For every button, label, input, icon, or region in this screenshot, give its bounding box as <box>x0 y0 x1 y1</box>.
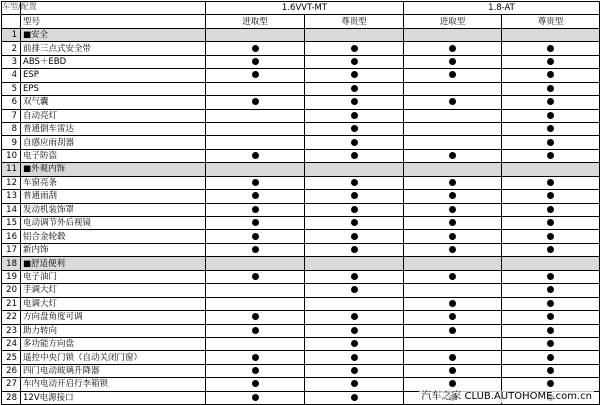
row-number: 28 <box>2 391 21 404</box>
included-dot-icon <box>547 125 554 132</box>
feature-name: 电子防盗 <box>21 149 206 162</box>
included-dot-icon <box>351 340 358 347</box>
feature-name: 助力转向 <box>21 324 206 337</box>
included-dot-icon <box>449 327 456 334</box>
feature-cell <box>305 217 404 230</box>
feature-cell <box>305 364 404 377</box>
table-row <box>2 42 600 55</box>
feature-cell <box>305 311 404 324</box>
feature-cell <box>206 28 305 41</box>
row-number: 12 <box>2 176 21 189</box>
row-number: 10 <box>2 149 21 162</box>
feature-cell <box>206 230 305 243</box>
feature-cell <box>305 270 404 283</box>
feature-cell <box>206 109 305 122</box>
row-number: 17 <box>2 243 21 256</box>
feature-cell <box>502 337 600 350</box>
row-number: 11 <box>2 163 21 176</box>
included-dot-icon <box>351 58 358 65</box>
included-dot-icon <box>351 98 358 105</box>
feature-cell <box>502 257 600 270</box>
feature-cell <box>206 190 305 203</box>
feature-cell <box>206 297 305 310</box>
included-dot-icon <box>547 367 554 374</box>
included-dot-icon <box>547 273 554 280</box>
row-number: 25 <box>2 351 21 364</box>
feature-name: 前排三点式安全带 <box>21 42 206 55</box>
included-dot-icon <box>449 206 456 213</box>
feature-cell <box>502 163 600 176</box>
feature-cell <box>305 109 404 122</box>
included-dot-icon <box>547 139 554 146</box>
feature-name: 普通倒车雷达 <box>21 122 206 135</box>
feature-cell <box>305 55 404 68</box>
table-row <box>2 122 600 135</box>
feature-name: 电子油门 <box>21 270 206 283</box>
table-row <box>2 217 600 230</box>
included-dot-icon <box>351 286 358 293</box>
feature-cell <box>502 176 600 189</box>
feature-name: 双气囊 <box>21 96 206 109</box>
feature-name: EPS <box>21 82 206 95</box>
feature-cell <box>404 324 502 337</box>
included-dot-icon <box>547 327 554 334</box>
feature-name: 电调大灯 <box>21 297 206 310</box>
feature-cell <box>502 96 600 109</box>
feature-cell <box>502 324 600 337</box>
table-row <box>2 284 600 297</box>
row-number: 1 <box>2 28 21 41</box>
included-dot-icon <box>547 246 554 253</box>
feature-cell <box>206 257 305 270</box>
included-dot-icon <box>351 313 358 320</box>
table-row <box>2 176 600 189</box>
included-dot-icon <box>351 125 358 132</box>
row-number: 9 <box>2 136 21 149</box>
included-dot-icon <box>351 380 358 387</box>
included-dot-icon <box>547 112 554 119</box>
section-row <box>2 28 600 41</box>
feature-cell <box>206 324 305 337</box>
included-dot-icon <box>252 192 259 199</box>
feature-cell <box>404 190 502 203</box>
feature-cell <box>305 190 404 203</box>
feature-cell <box>206 55 305 68</box>
included-dot-icon <box>547 85 554 92</box>
included-dot-icon <box>547 286 554 293</box>
section-title: ■舒适便利 <box>21 257 206 270</box>
table-row <box>2 149 600 162</box>
trim-header: 尊贵型 <box>305 15 404 28</box>
included-dot-icon <box>547 152 554 159</box>
feature-cell <box>305 378 404 391</box>
feature-cell <box>305 42 404 55</box>
feature-cell <box>305 284 404 297</box>
feature-cell <box>404 28 502 41</box>
row-number: 7 <box>2 109 21 122</box>
feature-cell <box>305 163 404 176</box>
feature-cell <box>502 42 600 55</box>
feature-name: ABS＋EBD <box>21 55 206 68</box>
feature-cell <box>502 69 600 82</box>
feature-cell <box>502 351 600 364</box>
feature-cell <box>404 136 502 149</box>
feature-cell <box>305 149 404 162</box>
feature-cell <box>206 378 305 391</box>
feature-cell <box>404 378 502 391</box>
feature-cell <box>404 149 502 162</box>
included-dot-icon <box>547 219 554 226</box>
table-row <box>2 96 600 109</box>
feature-cell <box>305 176 404 189</box>
trim-header: 进取型 <box>404 15 502 28</box>
feature-cell <box>305 257 404 270</box>
included-dot-icon <box>449 179 456 186</box>
row-number: 4 <box>2 69 21 82</box>
feature-cell <box>305 69 404 82</box>
included-dot-icon <box>351 246 358 253</box>
included-dot-icon <box>351 85 358 92</box>
section-title: ■外观内饰 <box>21 163 206 176</box>
included-dot-icon <box>351 152 358 159</box>
row-number: 3 <box>2 55 21 68</box>
section-row <box>2 163 600 176</box>
table-row <box>2 230 600 243</box>
row-number: 14 <box>2 203 21 216</box>
feature-cell <box>206 163 305 176</box>
row-number: 21 <box>2 297 21 310</box>
row-number: 19 <box>2 270 21 283</box>
feature-name: 普通雨刮 <box>21 190 206 203</box>
included-dot-icon <box>547 300 554 307</box>
feature-cell <box>305 324 404 337</box>
feature-cell <box>206 149 305 162</box>
included-dot-icon <box>252 58 259 65</box>
included-dot-icon <box>252 179 259 186</box>
included-dot-icon <box>449 152 456 159</box>
row-number: 16 <box>2 230 21 243</box>
table-row <box>2 324 600 337</box>
included-dot-icon <box>252 152 259 159</box>
row-number: 2 <box>2 42 21 55</box>
table-row <box>2 190 600 203</box>
feature-cell <box>404 163 502 176</box>
included-dot-icon <box>449 45 456 52</box>
included-dot-icon <box>547 340 554 347</box>
feature-cell <box>404 122 502 135</box>
feature-cell <box>206 176 305 189</box>
feature-cell <box>502 311 600 324</box>
included-dot-icon <box>252 233 259 240</box>
included-dot-icon <box>252 313 259 320</box>
feature-cell <box>404 109 502 122</box>
feature-name: 车窗亮条 <box>21 176 206 189</box>
feature-cell <box>305 28 404 41</box>
feature-cell <box>404 364 502 377</box>
included-dot-icon <box>449 380 456 387</box>
included-dot-icon <box>351 233 358 240</box>
feature-cell <box>404 82 502 95</box>
feature-name: 车内电动开启行李箱锁 <box>21 378 206 391</box>
feature-name: 电动调节外后视镜 <box>21 217 206 230</box>
feature-cell <box>206 42 305 55</box>
table-row <box>2 297 600 310</box>
feature-cell <box>502 284 600 297</box>
row-number: 22 <box>2 311 21 324</box>
trim-header: 进取型 <box>206 15 305 28</box>
included-dot-icon <box>252 71 259 78</box>
corner-label: 车型/配置 <box>2 2 37 11</box>
header-blank-name <box>21 2 206 15</box>
table-row <box>2 311 600 324</box>
feature-cell <box>305 203 404 216</box>
section-row <box>2 257 600 270</box>
feature-cell <box>206 203 305 216</box>
included-dot-icon <box>351 71 358 78</box>
feature-cell <box>305 391 404 404</box>
spec-table-body <box>2 2 600 405</box>
table-row <box>2 55 600 68</box>
included-dot-icon <box>351 206 358 213</box>
feature-cell <box>305 297 404 310</box>
row-number: 13 <box>2 190 21 203</box>
included-dot-icon <box>252 219 259 226</box>
included-dot-icon <box>547 380 554 387</box>
feature-cell <box>404 217 502 230</box>
feature-cell <box>502 364 600 377</box>
table-row <box>2 378 600 391</box>
included-dot-icon <box>449 313 456 320</box>
feature-cell <box>404 257 502 270</box>
feature-cell <box>206 351 305 364</box>
feature-cell <box>206 136 305 149</box>
feature-cell <box>404 55 502 68</box>
included-dot-icon <box>252 354 259 361</box>
included-dot-icon <box>351 327 358 334</box>
feature-name: ESP <box>21 69 206 82</box>
feature-cell <box>305 122 404 135</box>
feature-name: 四门电动玻璃升降器 <box>21 364 206 377</box>
row-number: 6 <box>2 96 21 109</box>
feature-cell <box>206 364 305 377</box>
feature-cell <box>404 297 502 310</box>
row-number: 23 <box>2 324 21 337</box>
feature-cell <box>404 69 502 82</box>
included-dot-icon <box>252 98 259 105</box>
table-row <box>2 203 600 216</box>
feature-name: 新内饰 <box>21 243 206 256</box>
feature-name: 方向盘角度可调 <box>21 311 206 324</box>
feature-cell <box>206 311 305 324</box>
feature-name: 12V电源接口 <box>21 391 206 404</box>
feature-cell <box>206 270 305 283</box>
feature-cell <box>404 270 502 283</box>
included-dot-icon <box>547 354 554 361</box>
watermark: 汽车之家 CLUB.AUTOHOME.com.cn <box>421 391 592 402</box>
feature-cell <box>305 136 404 149</box>
included-dot-icon <box>547 45 554 52</box>
feature-cell <box>305 230 404 243</box>
feature-cell <box>404 243 502 256</box>
included-dot-icon <box>449 367 456 374</box>
table-row <box>2 82 600 95</box>
included-dot-icon <box>252 394 259 401</box>
feature-cell <box>404 337 502 350</box>
feature-cell <box>502 28 600 41</box>
table-row <box>2 351 600 364</box>
feature-cell <box>404 42 502 55</box>
feature-name: 多功能方向盘 <box>21 337 206 350</box>
feature-cell <box>404 351 502 364</box>
table-row <box>2 109 600 122</box>
spec-table <box>1 1 600 405</box>
included-dot-icon <box>449 98 456 105</box>
feature-cell <box>502 122 600 135</box>
included-dot-icon <box>351 45 358 52</box>
feature-cell <box>502 297 600 310</box>
feature-name: 手调大灯 <box>21 284 206 297</box>
included-dot-icon <box>449 246 456 253</box>
included-dot-icon <box>449 71 456 78</box>
feature-cell <box>502 230 600 243</box>
included-dot-icon <box>547 313 554 320</box>
feature-cell <box>502 190 600 203</box>
feature-cell <box>305 351 404 364</box>
feature-cell <box>502 109 600 122</box>
row-number: 8 <box>2 122 21 135</box>
group-header: 1.6VVT-MT <box>206 2 404 15</box>
included-dot-icon <box>449 219 456 226</box>
included-dot-icon <box>351 273 358 280</box>
feature-cell <box>502 217 600 230</box>
included-dot-icon <box>252 327 259 334</box>
row-number: 20 <box>2 284 21 297</box>
feature-cell <box>502 243 600 256</box>
feature-cell <box>404 96 502 109</box>
feature-cell <box>502 149 600 162</box>
table-row <box>2 270 600 283</box>
feature-cell <box>305 96 404 109</box>
included-dot-icon <box>252 206 259 213</box>
included-dot-icon <box>449 233 456 240</box>
included-dot-icon <box>351 192 358 199</box>
feature-name: 自感应雨刮器 <box>21 136 206 149</box>
feature-name: 铝合金轮毂 <box>21 230 206 243</box>
included-dot-icon <box>547 71 554 78</box>
row-number: 26 <box>2 364 21 377</box>
feature-cell <box>502 55 600 68</box>
included-dot-icon <box>547 98 554 105</box>
included-dot-icon <box>547 206 554 213</box>
included-dot-icon <box>351 394 358 401</box>
feature-cell <box>206 243 305 256</box>
included-dot-icon <box>547 233 554 240</box>
feature-cell <box>305 337 404 350</box>
row-number: 24 <box>2 337 21 350</box>
header-row-trims <box>2 15 600 28</box>
row-number: 15 <box>2 217 21 230</box>
table-row <box>2 337 600 350</box>
section-title: ■安全 <box>21 28 206 41</box>
included-dot-icon <box>449 273 456 280</box>
included-dot-icon <box>547 179 554 186</box>
feature-cell <box>206 96 305 109</box>
included-dot-icon <box>547 58 554 65</box>
table-row <box>2 243 600 256</box>
feature-cell <box>404 311 502 324</box>
row-number: 18 <box>2 257 21 270</box>
feature-cell <box>206 337 305 350</box>
feature-cell <box>305 82 404 95</box>
table-row <box>2 136 600 149</box>
feature-name: 遥控中央门锁（自动关闭门窗） <box>21 351 206 364</box>
feature-cell <box>206 122 305 135</box>
feature-cell <box>502 378 600 391</box>
included-dot-icon <box>351 354 358 361</box>
header-blank-num <box>2 2 21 15</box>
table-row <box>2 69 600 82</box>
included-dot-icon <box>351 112 358 119</box>
included-dot-icon <box>547 192 554 199</box>
included-dot-icon <box>449 58 456 65</box>
feature-cell <box>502 270 600 283</box>
included-dot-icon <box>252 380 259 387</box>
feature-name: 发动机装饰罩 <box>21 203 206 216</box>
header-blank-num <box>2 15 21 28</box>
feature-cell <box>404 203 502 216</box>
feature-cell <box>404 176 502 189</box>
included-dot-icon <box>351 139 358 146</box>
included-dot-icon <box>252 273 259 280</box>
feature-cell <box>206 217 305 230</box>
trim-header: 尊贵型 <box>502 15 600 28</box>
included-dot-icon <box>449 192 456 199</box>
feature-cell <box>404 284 502 297</box>
row-number: 27 <box>2 378 21 391</box>
row-number: 5 <box>2 82 21 95</box>
feature-cell <box>502 82 600 95</box>
feature-cell <box>206 82 305 95</box>
included-dot-icon <box>449 354 456 361</box>
included-dot-icon <box>252 367 259 374</box>
included-dot-icon <box>351 367 358 374</box>
table-row <box>2 364 600 377</box>
feature-cell <box>404 230 502 243</box>
included-dot-icon <box>252 246 259 253</box>
included-dot-icon <box>351 179 358 186</box>
feature-cell <box>206 284 305 297</box>
included-dot-icon <box>351 219 358 226</box>
model-label: 型号 <box>21 15 206 28</box>
feature-cell <box>206 391 305 404</box>
included-dot-icon <box>449 300 456 307</box>
feature-name: 自动亮灯 <box>21 109 206 122</box>
group-header: 1.8-AT <box>404 2 600 15</box>
header-row-groups <box>2 2 600 15</box>
feature-cell <box>206 69 305 82</box>
feature-cell <box>305 243 404 256</box>
feature-cell <box>502 136 600 149</box>
feature-cell <box>502 203 600 216</box>
included-dot-icon <box>252 45 259 52</box>
